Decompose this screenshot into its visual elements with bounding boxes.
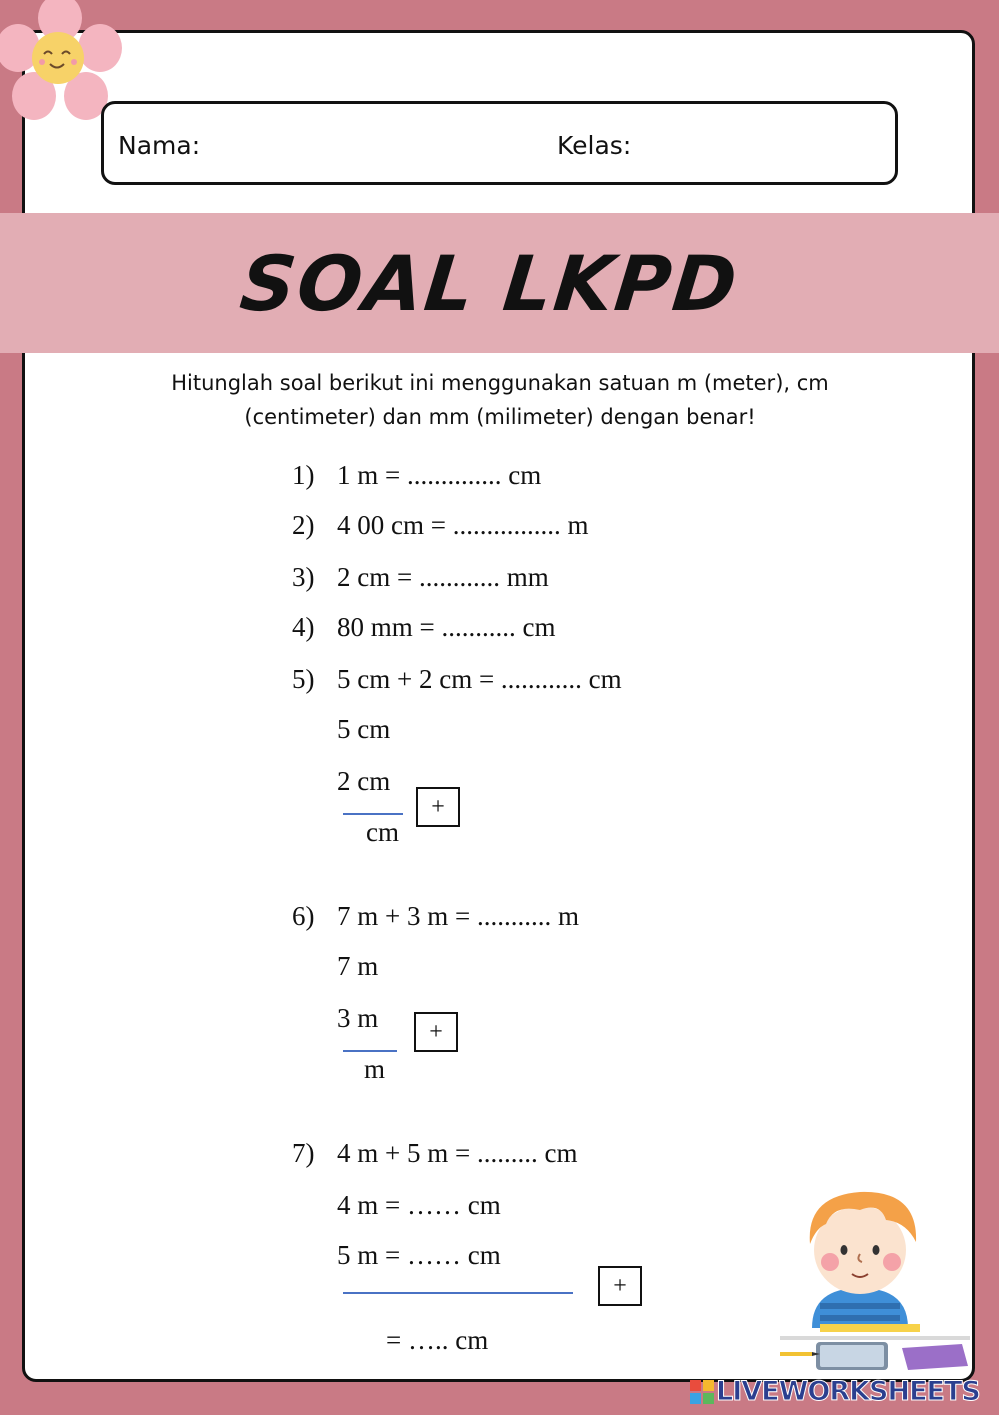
sum-rule: [343, 1292, 573, 1294]
question-number: 4): [292, 612, 315, 642]
question-number: 5): [292, 664, 315, 694]
work-result: m: [364, 1054, 386, 1084]
liveworksheets-brand: [690, 1376, 995, 1408]
class-label: Kelas:: [557, 131, 632, 160]
instruction-line-1: Hitunglah soal berikut ini menggunakan satuan m (meter), cm: [171, 371, 829, 395]
plus-operator-box: +: [416, 787, 460, 827]
question-text: 4 m + 5 m = ......... cm: [337, 1138, 578, 1168]
question-text: 2 cm = ............ mm: [337, 562, 549, 592]
liveworksheets-wordmark: LIVEWORKSHEETS: [716, 1376, 980, 1407]
work-line-2: 2 cm: [337, 766, 391, 796]
plus-operator-box: +: [414, 1012, 458, 1052]
question-number: 2): [292, 510, 315, 540]
question-number: 6): [292, 901, 315, 931]
work-result: = ….. cm: [386, 1325, 489, 1355]
liveworksheets-logo-icon: [690, 1380, 714, 1404]
work-line-2: 3 m: [337, 1003, 379, 1033]
name-label: Nama:: [118, 131, 201, 160]
instruction-text: [130, 366, 870, 434]
question-number: 3): [292, 562, 315, 592]
question-number: 1): [292, 460, 315, 490]
work-result: cm: [366, 817, 399, 847]
question-text: 5 cm + 2 cm = ............ cm: [337, 664, 622, 694]
question-text: 4 00 cm = ................ m: [337, 510, 589, 540]
sum-rule: [343, 813, 403, 815]
work-line-1: 7 m: [337, 951, 379, 981]
page-title: SOAL LKPD: [236, 239, 743, 328]
instruction-line-2: (centimeter) dan mm (milimeter) dengan benar!: [244, 405, 756, 429]
boy-studying-illustration: [770, 1178, 980, 1378]
question-text: 1 m = .............. cm: [337, 460, 542, 490]
question-text: 7 m + 3 m = ........... m: [337, 901, 579, 931]
work-line-2: 5 m = …… cm: [337, 1240, 501, 1270]
student-info-box: [101, 101, 898, 185]
work-line-1: 4 m = …… cm: [337, 1190, 501, 1220]
title-banner: [0, 213, 999, 353]
question-number: 7): [292, 1138, 315, 1168]
sum-rule: [343, 1050, 397, 1052]
question-text: 80 mm = ........... cm: [337, 612, 556, 642]
work-line-1: 5 cm: [337, 714, 391, 744]
plus-operator-box: +: [598, 1266, 642, 1306]
